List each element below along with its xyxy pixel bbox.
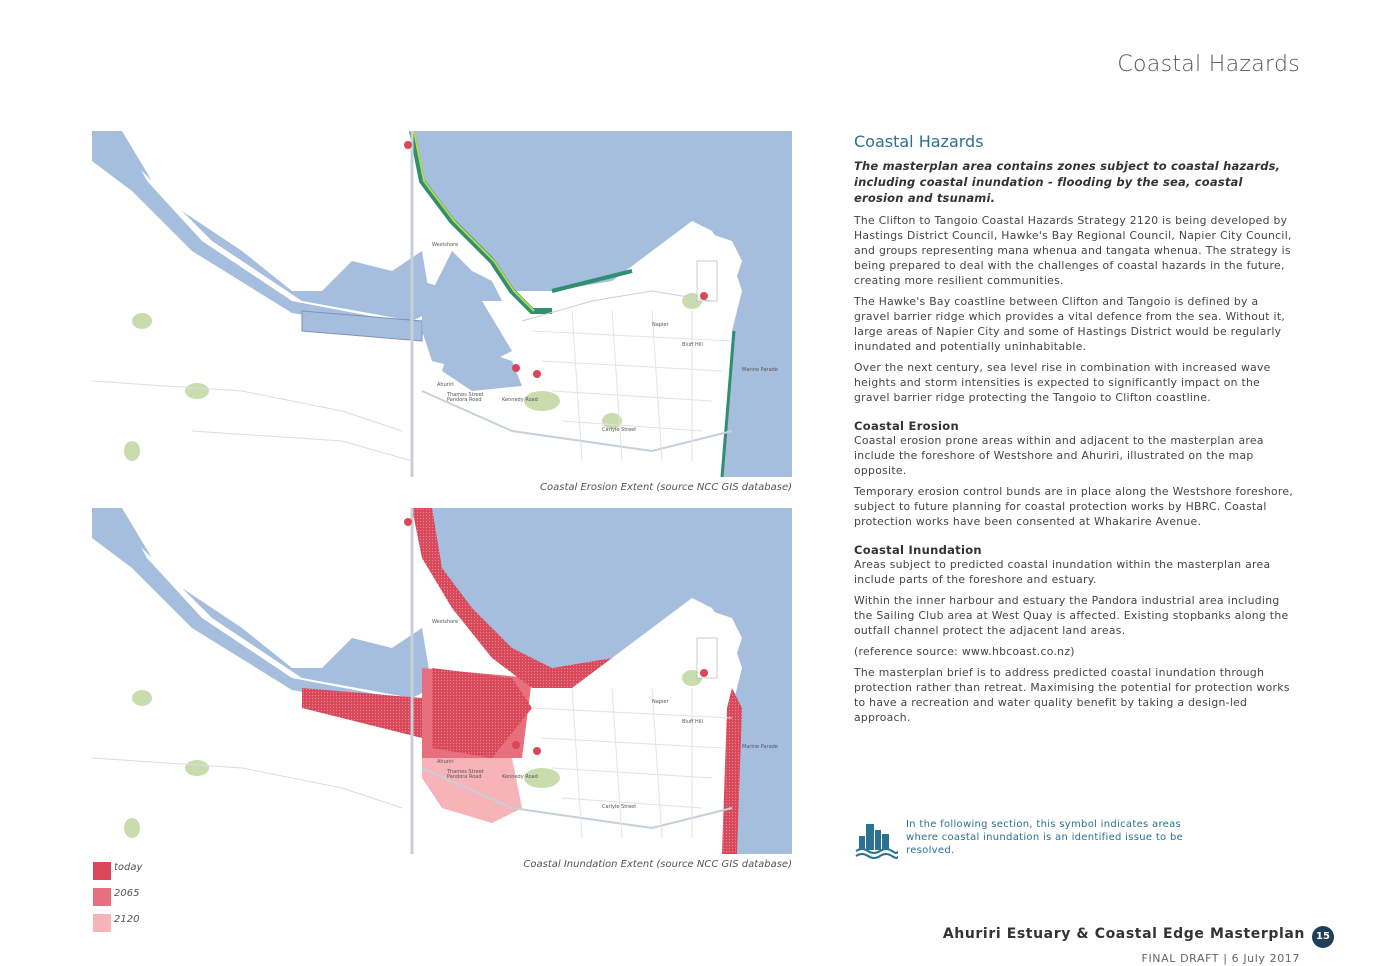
legend-label: 2065 bbox=[114, 888, 140, 899]
map-street-label: Kennedy Road bbox=[502, 397, 538, 403]
legend-item-2065 bbox=[92, 888, 292, 908]
map-street-label: Kennedy Road bbox=[502, 774, 538, 780]
body-paragraph: Areas subject to predicted coastal inundation within the masterplan area include parts of the foreshore and estuary. bbox=[854, 558, 1271, 586]
footer-title: Ahuriri Estuary & Coastal Edge Masterplan bbox=[942, 926, 1305, 942]
content-column bbox=[854, 132, 1296, 731]
map-street-label: Bluff Hill bbox=[682, 342, 703, 348]
legend-item-today bbox=[92, 862, 292, 882]
footer-subtitle: FINAL DRAFT | 6 July 2017 bbox=[1141, 952, 1300, 965]
legend-item-2120 bbox=[92, 914, 292, 934]
map-street-label: Ahuriri bbox=[437, 759, 454, 765]
body-paragraph: Within the inner harbour and estuary the Pandora industrial area including the Sailing Club area at West Quay is affected. Existing stopbanks along the outfall channel protect the adjacent land areas. bbox=[854, 594, 1289, 637]
map-street-label: Westshore bbox=[432, 619, 459, 625]
inundation-heading: Coastal Inundation bbox=[854, 543, 982, 557]
legend-swatch-2065 bbox=[93, 888, 111, 906]
symbol-note-text: In the following section, this symbol indicates areas where coastal inundation is an identified issue to be resolved. bbox=[906, 819, 1184, 856]
map-street-label: Carlyle Street bbox=[602, 427, 637, 433]
map-street-label: Pandora Road bbox=[447, 397, 482, 403]
body-paragraph: The Clifton to Tangoio Coastal Hazards Strategy 2120 is being developed by Hastings District Council, Hawke's Bay Regional Council, Napier City Council, and groups representing mana whenua and tangata whenua. The strategy is being prepared to deal with the challenges of coastal hazards in the future, creating more resilient communities. bbox=[854, 214, 1292, 287]
map-street-label: Marine Parade bbox=[742, 744, 778, 750]
map-street-label: Marine Parade bbox=[742, 367, 778, 373]
body-paragraph: Coastal erosion prone areas within and adjacent to the masterplan area include the foreshore of Westshore and Ahuriri, illustrated on the map opposite. bbox=[854, 434, 1264, 477]
map-street-label: Thames Street bbox=[447, 392, 484, 398]
inundation-symbol-note bbox=[854, 818, 1184, 862]
inundation-map-svg bbox=[92, 508, 792, 854]
page-header-title: Coastal Hazards bbox=[1117, 52, 1300, 77]
body-paragraph: The masterplan brief is to address predicted coastal inundation through protection rather than retreat. Maximising the potential for protection works to have a recreation and water quality benefit by taking a design-led approach. bbox=[854, 666, 1290, 724]
inundation-city-icon bbox=[854, 820, 898, 860]
map-street-label: Westshore bbox=[432, 242, 459, 248]
body-paragraph: Over the next century, sea level rise in combination with increased wave heights and storm intensities is expected to significantly impact on the gravel barrier ridge protecting the Tangoio to Clifton coastline. bbox=[854, 361, 1271, 404]
map-street-label: Thames Street bbox=[447, 769, 484, 775]
inundation-map-caption: Coastal Inundation Extent (source NCC GIS database) bbox=[523, 859, 792, 870]
erosion-heading: Coastal Erosion bbox=[854, 419, 959, 433]
body-paragraph: Temporary erosion control bunds are in place along the Westshore foreshore, subject to future planning for coastal protection works by HBRC. Coastal protection works have been consented at Whakarire Avenue. bbox=[854, 485, 1294, 528]
reference-text: (reference source: www.hbcoast.co.nz) bbox=[854, 645, 1075, 658]
section-heading: Coastal Hazards bbox=[854, 132, 984, 151]
map-street-label: Carlyle Street bbox=[602, 804, 637, 810]
map-street-label: Napier bbox=[652, 699, 669, 705]
legend-label: 2120 bbox=[114, 914, 140, 925]
map-street-label: Pandora Road bbox=[447, 774, 482, 780]
legend-swatch-today bbox=[93, 862, 111, 880]
legend-swatch-2120 bbox=[93, 914, 111, 932]
erosion-map-svg bbox=[92, 131, 792, 477]
erosion-map-caption: Coastal Erosion Extent (source NCC GIS database) bbox=[540, 482, 792, 493]
page-number-badge: 15 bbox=[1312, 926, 1334, 948]
map-street-label: Ahuriri bbox=[437, 382, 454, 388]
body-paragraph: The Hawke's Bay coastline between Clifton and Tangoio is defined by a gravel barrier ridge which provides a vital defence from the sea. Without it, large areas of Napier City and some of Hastings District would be regularly inundated and potentially uninhabitable. bbox=[854, 295, 1286, 353]
coastal-erosion-map bbox=[92, 131, 792, 477]
lead-paragraph: The masterplan area contains zones subject to coastal hazards, including coastal inundation - flooding by the sea, coastal erosion and tsunami. bbox=[854, 159, 1281, 205]
legend-label: today bbox=[114, 862, 143, 873]
coastal-inundation-map bbox=[92, 508, 792, 854]
map-street-label: Napier bbox=[652, 322, 669, 328]
map-street-label: Bluff Hill bbox=[682, 719, 703, 725]
